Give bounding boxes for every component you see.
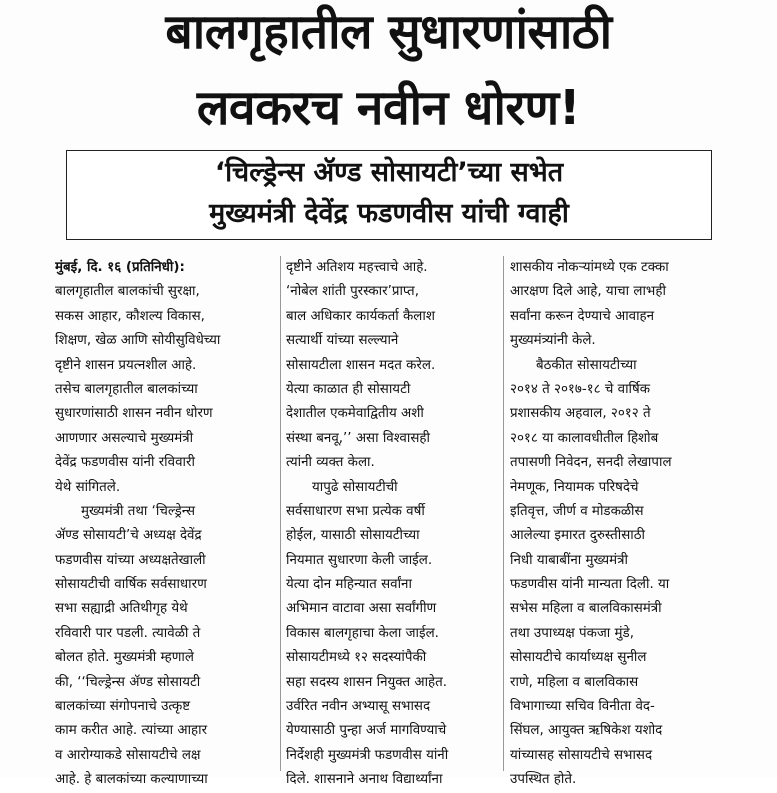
article-line: देशातील एकमेवाद्वितीय अशी: [286, 406, 424, 422]
article-line: की, ‘‘चिल्ड्रेन्स ॲण्ड सोसायटी: [55, 674, 201, 690]
article-line: सोसायटीमध्ये १२ सदस्यांपैकी: [286, 650, 427, 666]
article-line: विभागाच्या सचिव विनीता वेद-: [510, 699, 655, 715]
article-line: इतिवृत्त, जीर्ण व मोडकळीस: [510, 503, 644, 519]
article-line: सभा सह्याद्री अतिथीगृह येथे: [55, 601, 188, 617]
article-line: येत्या दोन महिन्यात सर्वांना: [286, 577, 412, 593]
article-line: देवेंद्र फडणवीस यांनी रविवारी: [55, 455, 195, 471]
article-line: फडणवीस यांनी मान्यता दिली. या: [510, 577, 670, 593]
article-line: शासकीय नोकऱ्यांमध्ये एक टक्का: [510, 260, 669, 275]
article-line: सत्यार्थी यांच्या सल्ल्याने: [286, 333, 399, 349]
subheadline-box: [66, 150, 712, 240]
article-line: आणणार असल्याचे मुख्यमंत्री: [55, 430, 194, 446]
article-line: तथा उपाध्यक्ष पंकजा मुंडे,: [510, 625, 634, 641]
article-line: बोलत होते. मुख्यमंत्री म्हणाले: [55, 650, 194, 666]
paragraph-start-line: बैठकीत सोसायटीच्या: [536, 357, 637, 373]
article-line: तसेच बालगृहातील बालकांच्या: [55, 381, 198, 397]
column-divider: [280, 256, 281, 771]
subheadline-line-1: ‘चिल्ड्रेन्स ॲण्ड सोसायटी’च्या सभेत: [214, 157, 564, 188]
article-column-2: [286, 256, 500, 793]
headline-line-1: बालगृहातील सुधारणांसाठी: [165, 4, 612, 60]
article-line: सुधारणांसाठी शासन नवीन धोरण: [55, 406, 213, 422]
article-line: ‘नोबेल शांती पुरस्कार’प्राप्त,: [286, 284, 419, 300]
article-column-1: [55, 256, 269, 793]
article-line: काम करीत आहे. त्यांच्या आहार: [55, 723, 208, 739]
article-line: आलेल्या इमारत दुरुस्तीसाठी: [510, 528, 645, 544]
article-line: त्यांनी व्यक्त केला.: [286, 455, 375, 471]
article-line: सभेस महिला व बालविकासमंत्री: [510, 601, 662, 617]
article-line: मुख्यमंत्र्यांनी केले.: [510, 333, 596, 349]
article-line: सर्वांना करून देण्याचे आवाहन: [510, 308, 655, 324]
article-line: सोसायटीला शासन मदत करेल.: [286, 357, 436, 373]
article-line: २०१४ ते २०१७-१८ चे वार्षिक: [510, 381, 651, 397]
article-line: रविवारी पार पडली. त्यावेळी ते: [55, 625, 201, 641]
paragraph-start-line: यापुढे सोसायटीची: [312, 479, 398, 495]
headline-line-2: लवकरच नवीन धोरण!: [196, 80, 581, 136]
article-line: आरक्षण दिले आहे, याचा लाभही: [510, 284, 666, 300]
article-line: उपस्थित होते.: [510, 772, 577, 788]
article-line: ॲण्ड सोसायटी’चे अध्यक्ष देवेंद्र: [55, 528, 202, 544]
article-line: आहे. हे बालकांच्या कल्याणाच्या: [55, 772, 208, 788]
article-line: नेमणूक, नियामक परिषदेचे: [510, 479, 639, 495]
article-line: फडणवीस यांच्या अध्यक्षतेखाली: [55, 552, 206, 568]
article-line: प्रशासकीय अहवाल, २०१२ ते: [510, 406, 651, 422]
article-line: तपासणी निवेदन, सनदी लेखापाल: [510, 455, 672, 471]
article-line: सर्वसाधारण सभा प्रत्येक वर्षी: [286, 503, 425, 519]
article-line: अभिमान वाटावा असा सर्वांगीण: [286, 601, 437, 617]
article-line: राणे, महिला व बालविकास: [510, 674, 639, 690]
article-line: सोसायटीची वार्षिक सर्वसाधारण: [55, 577, 207, 593]
article-line: बालकांच्या संगोपनाचे उत्कृष्ट: [55, 699, 191, 715]
column-divider: [503, 256, 504, 771]
article-line: सकस आहार, कौशल्य विकास,: [55, 308, 205, 324]
article-line: दृष्टीने शासन प्रयत्नशील आहे.: [55, 357, 197, 373]
article-line: व आरोग्याकडे सोसायटीचे लक्ष: [55, 747, 201, 763]
article-line: दृष्टीने अतिशय महत्त्वाचे आहे.: [286, 260, 428, 275]
article-line: सिंघल, आयुक्त ऋषिकेश यशोद: [510, 723, 663, 739]
article-line: येण्यासाठी पुन्हा अर्ज मागविण्याचे: [286, 723, 447, 739]
article-line: होईल, यासाठी सोसायटीच्या: [286, 528, 420, 544]
article-line: सोसायटीचे कार्याध्यक्ष सुनील: [510, 650, 647, 666]
article-column-3: [510, 256, 724, 793]
article-line: दिले. शासनाने अनाथ विद्यार्थ्यांना: [286, 772, 443, 788]
subheadline-line-2: मुख्यमंत्री देवेंद्र फडणवीस यांची ग्वाही: [209, 198, 569, 229]
article-line: उर्वरित नवीन अभ्यासू सभासद: [286, 699, 431, 715]
article-line: येथे सांगितले.: [55, 479, 121, 495]
article-line: विकास बालगृहाचा केला जाईल.: [286, 625, 439, 641]
article-line: नियमात सुधारणा केली जाईल.: [286, 552, 433, 568]
article-line: यांच्यासह सोसायटीचे सभासद: [510, 747, 653, 763]
article-line: सहा सदस्य शासन नियुक्त आहेत.: [286, 674, 448, 690]
article-line: येत्या काळात ही सोसायटी: [286, 381, 411, 397]
article-line: शिक्षण, खेळ आणि सोयीसुविधेच्या: [55, 333, 221, 349]
paragraph-start-line: मुख्यमंत्री तथा ‘चिल्ड्रेन्स: [81, 503, 196, 519]
article-line: निर्देशही मुख्यमंत्री फडणवीस यांनी: [286, 747, 449, 763]
dateline: मुंबई, दि. १६ (प्रतिनिधी):: [55, 260, 185, 275]
article-line: संस्था बनवू,’’ असा विश्वासही: [286, 430, 430, 446]
article-line: बालगृहातील बालकांची सुरक्षा,: [55, 284, 200, 300]
article-line: २०१८ या कालावधीतील हिशोब: [510, 430, 659, 446]
article-line: निधी याबाबींना मुख्यमंत्री: [510, 552, 628, 568]
article-line: बाल अधिकार कार्यकर्ता कैलाश: [286, 308, 435, 324]
